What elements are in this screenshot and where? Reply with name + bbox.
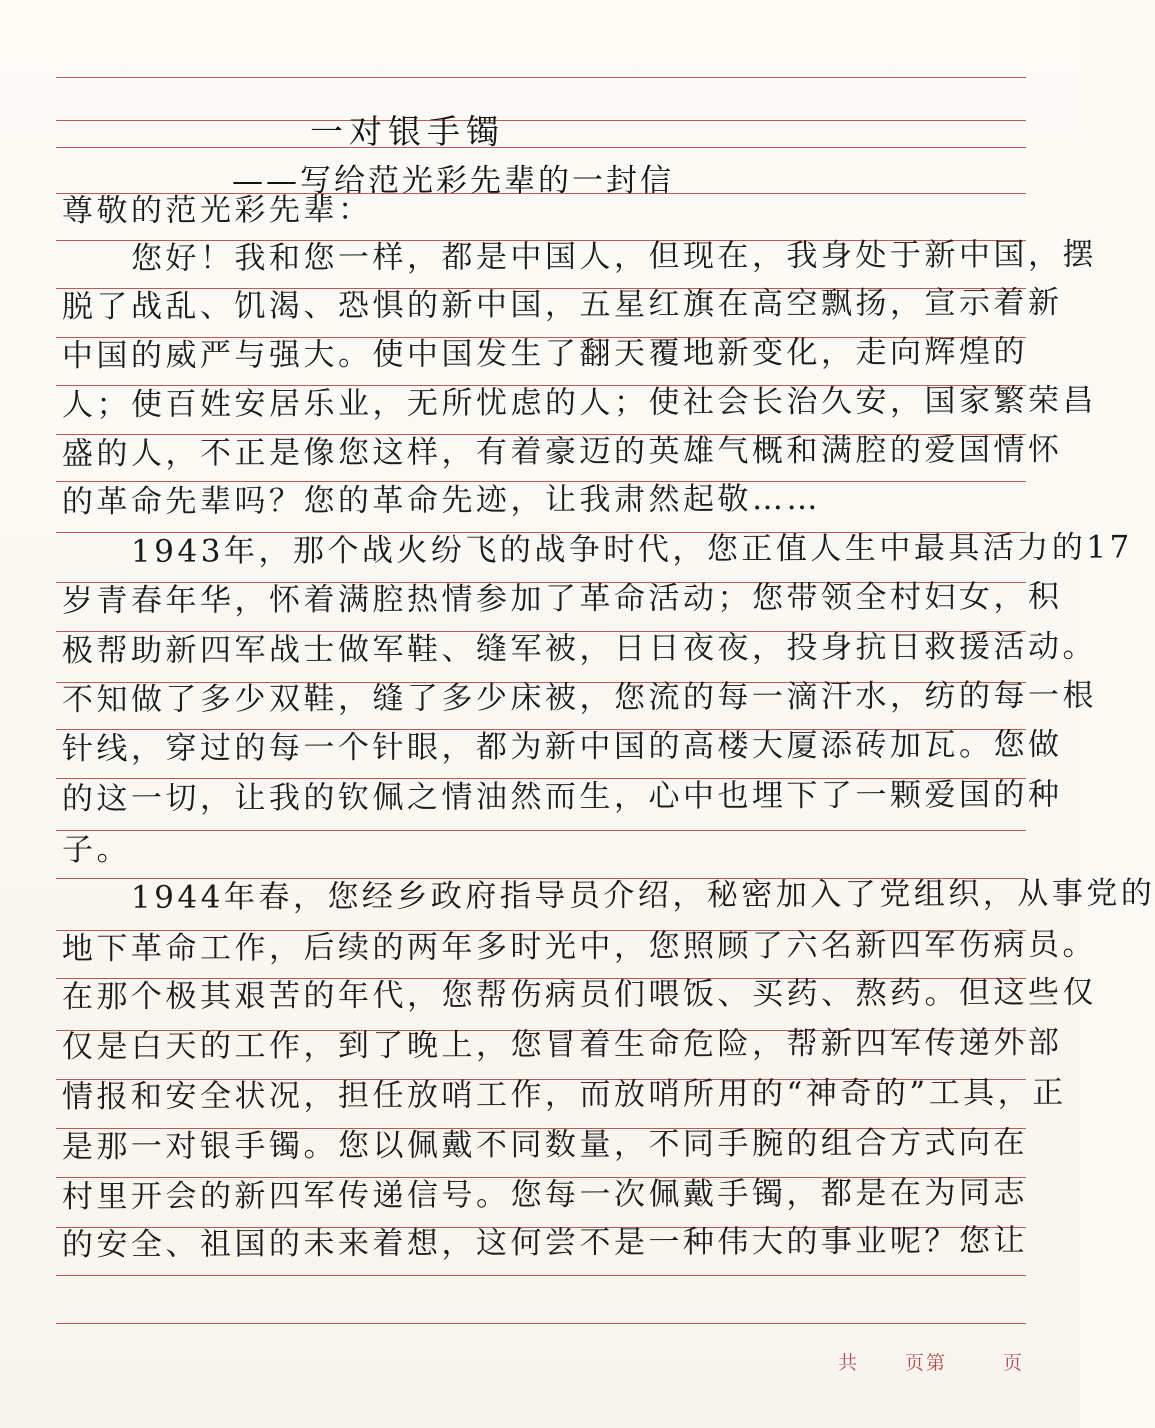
letter-line: 岁青春年华，怀着满腔热情参加了革命活动；您带领全村妇女，积 xyxy=(61,578,1063,620)
letter-line: 中国的威严与强大。使中国发生了翻天覆地新变化，走向辉煌的 xyxy=(61,333,1029,375)
footer-page-end-label: 页 xyxy=(1003,1352,1025,1374)
letter-line: 是那一对银手镯。您以佩戴不同数量，不同手腕的组合方式向在 xyxy=(61,1124,1029,1166)
letter-line: 地下革命工作，后续的两年多时光中，您照顾了六名新四军伤病员。 xyxy=(61,926,1098,968)
letter-line: 在那个极其艰苦的年代，您帮伤病员们喂饭、买药、熬药。但这些仅 xyxy=(61,974,1098,1016)
letter-line: 情报和安全状况，担任放哨工作，而放哨所用的“神奇的”工具，正 xyxy=(61,1074,1067,1116)
letter-line: 极帮助新四军战士做军鞋、缝军被，日日夜夜，投身抗日救援活动。 xyxy=(61,628,1098,670)
letter-line: 的革命先辈吗？您的革命先迹，让我肃然起敬…… xyxy=(61,480,822,521)
letter-line: 脱了战乱、饥渴、恐惧的新中国，五星红旗在高空飘扬，宣示着新 xyxy=(61,284,1063,326)
letter-line: 的这一切，让我的钦佩之情油然而生，心中也埋下了一颗爱国的种 xyxy=(61,776,1063,818)
footer-page-label: 页第 xyxy=(905,1352,948,1374)
letter-line: 村里开会的新四军传递信号。您每一次佩戴手镯，都是在为同志 xyxy=(61,1174,1029,1216)
rule-line xyxy=(56,147,1026,148)
letter-line: 人；使百姓安居乐业，无所忧虑的人；使社会长治久安，国家繁荣昌 xyxy=(61,382,1098,424)
letter-line: 1944年春，您经乡政府指导员介绍，秘密加入了党组织，从事党的 xyxy=(61,875,1155,917)
rule-line xyxy=(56,1275,1026,1276)
letter-line: 尊敬的范光彩先辈： xyxy=(61,191,373,230)
rule-line xyxy=(56,77,1026,78)
letter-line: 子。 xyxy=(61,831,132,869)
letter-line: 仅是白天的工作，到了晚上，您冒着生命危险，帮新四军传递外部 xyxy=(61,1024,1063,1066)
footer-total-label: 共 xyxy=(838,1352,860,1374)
letter-line: 盛的人，不正是像您这样，有着豪迈的英雄气概和满腔的爱国情怀 xyxy=(61,431,1063,473)
letter-subtitle: ——写给范光彩先辈的一封信 xyxy=(232,163,674,199)
letter-line: 的安全、祖国的未来着想，这何尝不是一种伟大的事业呢？您让 xyxy=(61,1222,1029,1264)
letter-line: 不知做了多少双鞋，缝了多少床被，您流的每一滴汗水，纺的每一根 xyxy=(61,677,1098,719)
rule-line xyxy=(56,120,1026,121)
letter-title: 一对银手镯 xyxy=(310,112,505,151)
letter-line: 针线，穿过的每一个针眼，都为新中国的高楼大厦添砖加瓦。您做 xyxy=(61,726,1063,768)
letter-line: 1943年，那个战火纷飞的战争时代，您正值人生中最具活力的17 xyxy=(61,529,1133,571)
letter-line: 您好！我和您一样，都是中国人，但现在，我身处于新中国，摆 xyxy=(61,236,1098,278)
rule-line xyxy=(56,1323,1026,1324)
